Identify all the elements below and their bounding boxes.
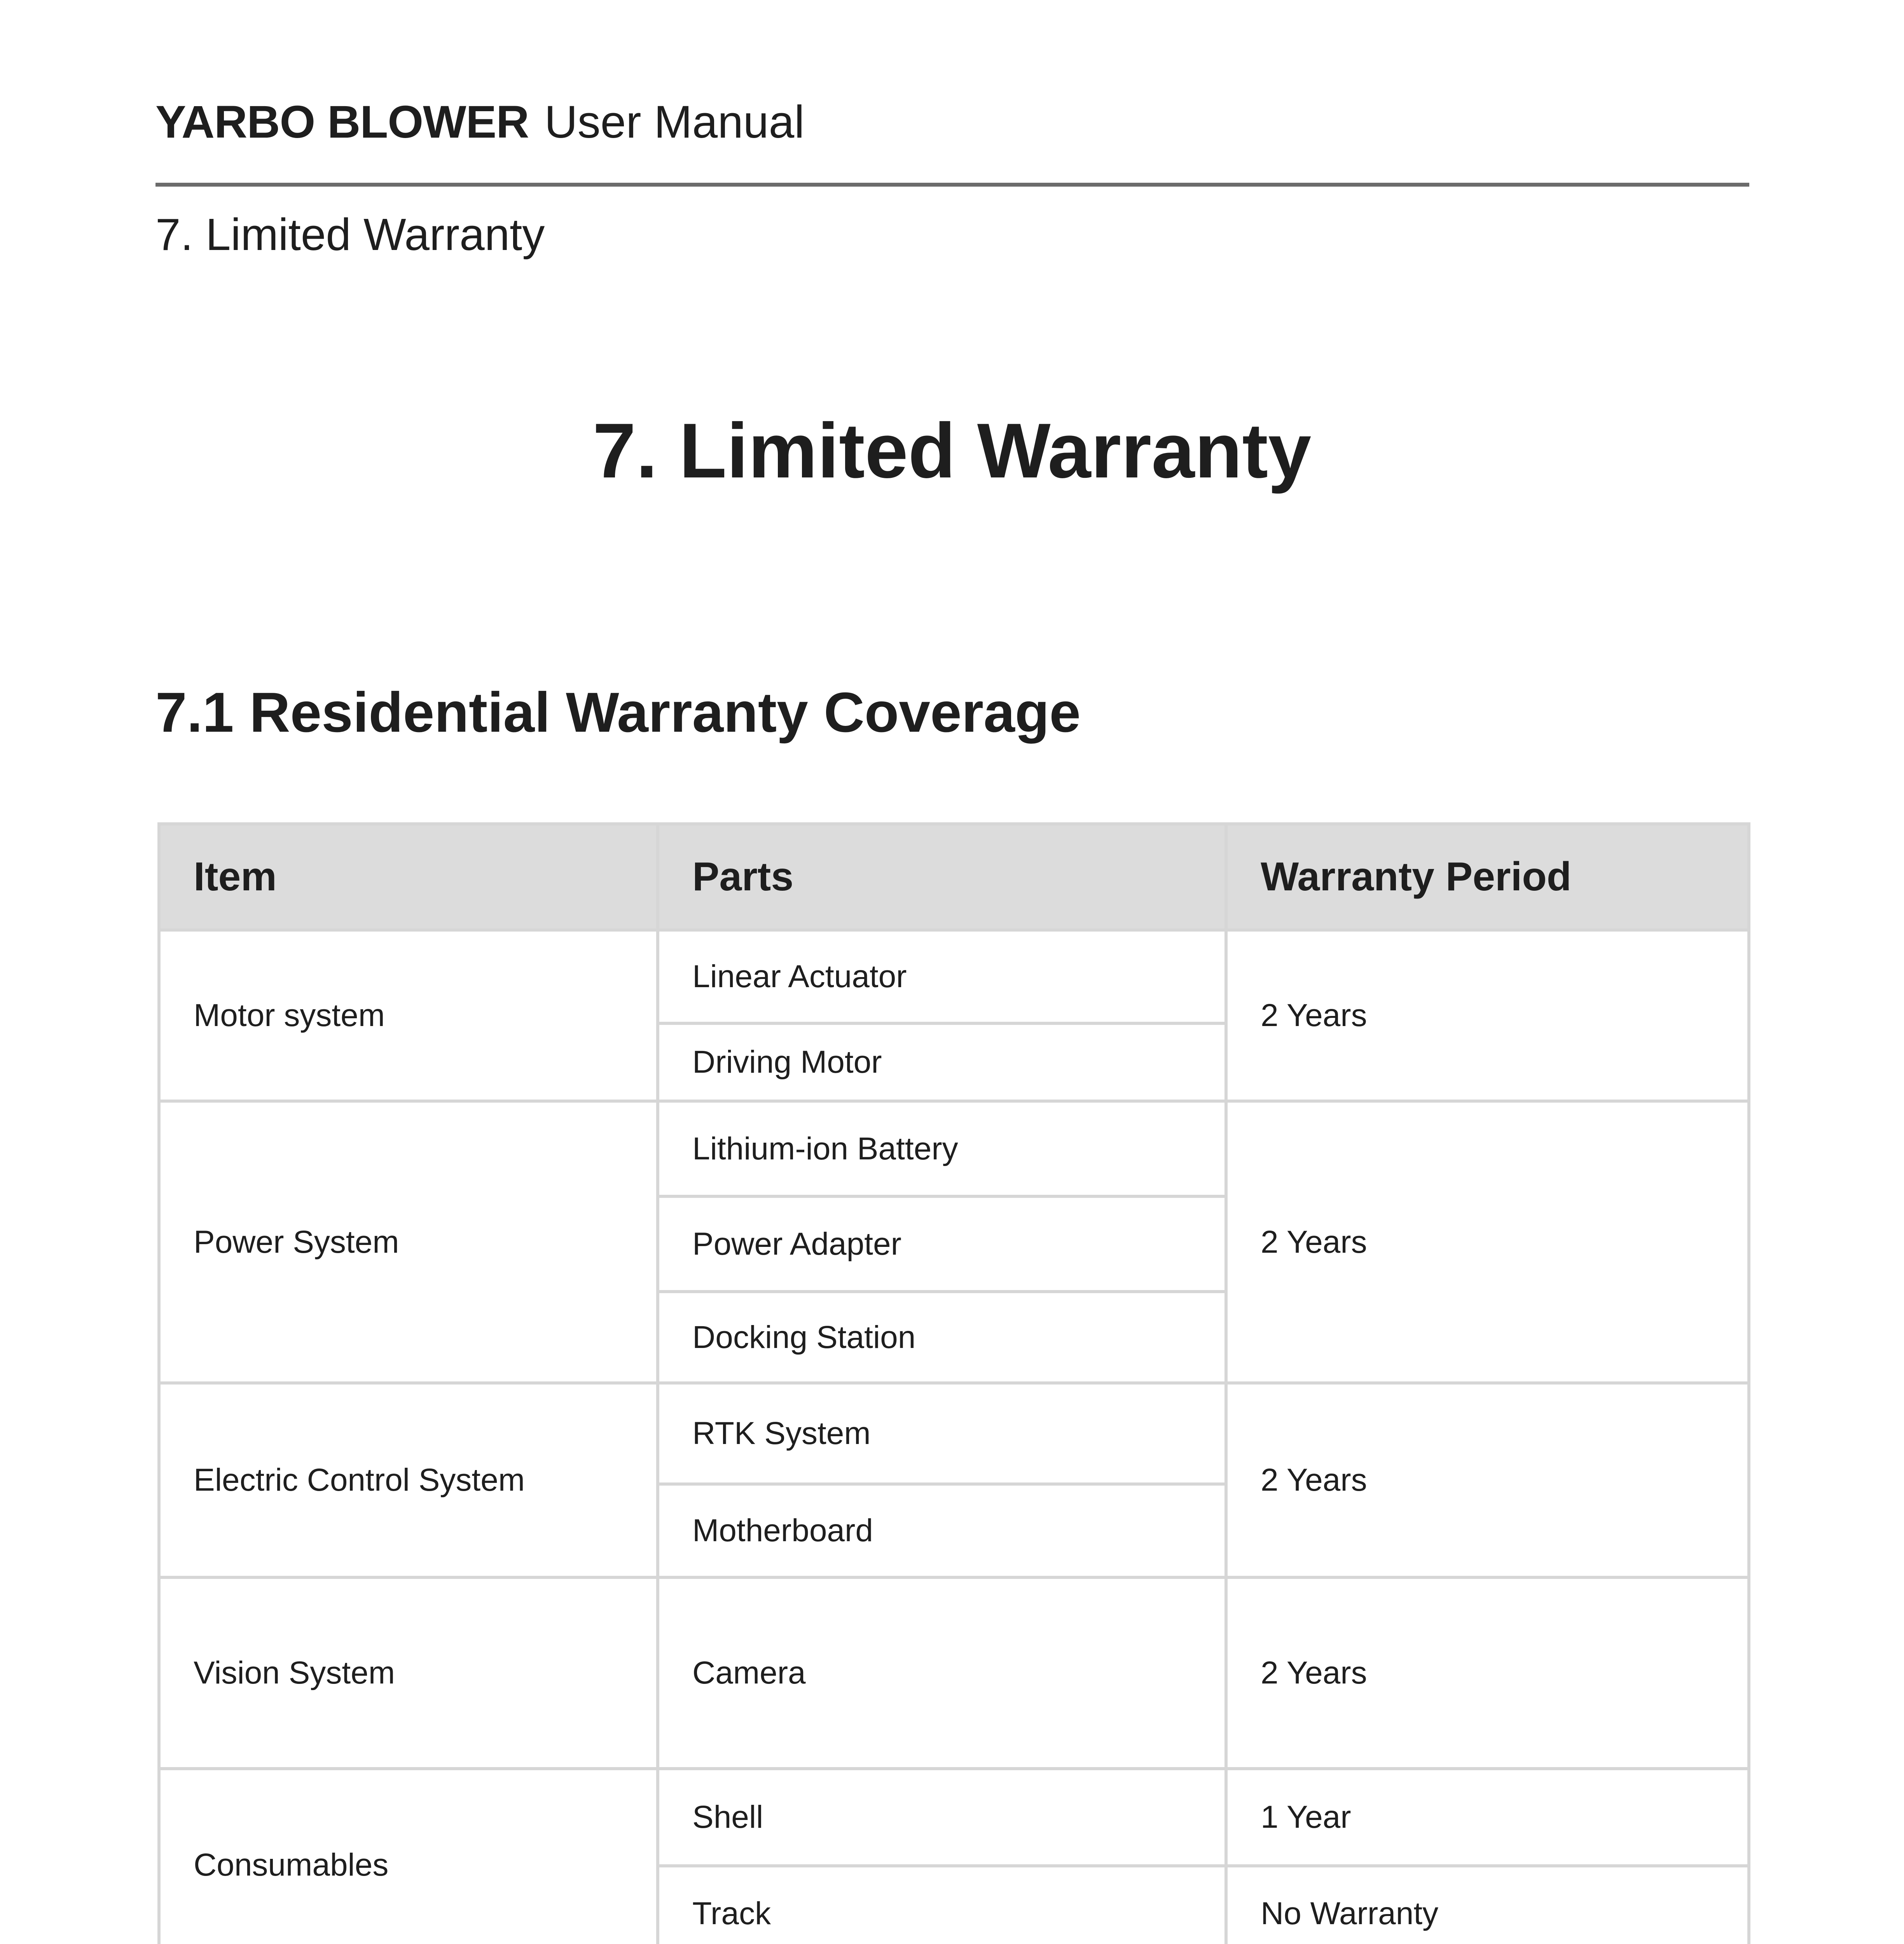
parts-cell: Track bbox=[658, 1866, 1226, 1944]
period-cell: 1 Year bbox=[1226, 1769, 1749, 1866]
parts-cell: Driving Motor bbox=[658, 1023, 1226, 1101]
table-header-row bbox=[159, 824, 1749, 930]
warranty-table bbox=[157, 822, 1750, 1944]
parts-cell: Docking Station bbox=[658, 1292, 1226, 1383]
parts-cell: Linear Actuator bbox=[658, 930, 1226, 1023]
item-cell: Motor system bbox=[159, 930, 658, 1101]
parts-cell: Lithium-ion Battery bbox=[658, 1101, 1226, 1196]
parts-cell: Shell bbox=[658, 1769, 1226, 1866]
period-cell: 2 Years bbox=[1226, 1101, 1749, 1383]
table-row bbox=[159, 930, 1749, 1023]
manual-subtitle: User Manual bbox=[544, 96, 805, 148]
parts-cell: Motherboard bbox=[658, 1484, 1226, 1577]
chapter-title: 7. Limited Warranty bbox=[592, 407, 1312, 494]
table-row bbox=[159, 1577, 1749, 1769]
item-cell: Vision System bbox=[159, 1577, 658, 1769]
header-brand bbox=[155, 96, 805, 148]
item-cell: Consumables bbox=[159, 1769, 658, 1944]
parts-cell: Power Adapter bbox=[658, 1196, 1226, 1292]
table-row bbox=[159, 1769, 1749, 1866]
brand-name: YARBO BLOWER bbox=[155, 96, 529, 148]
table-row bbox=[159, 1101, 1749, 1196]
table-row bbox=[159, 1383, 1749, 1484]
header-divider bbox=[155, 183, 1749, 187]
period-cell: 2 Years bbox=[1226, 930, 1749, 1101]
item-cell: Power System bbox=[159, 1101, 658, 1383]
header-warranty-period: Warranty Period bbox=[1226, 824, 1749, 930]
header-parts: Parts bbox=[658, 824, 1226, 930]
item-cell: Electric Control System bbox=[159, 1383, 658, 1577]
period-cell: No Warranty bbox=[1226, 1866, 1749, 1944]
parts-cell: Camera bbox=[658, 1577, 1226, 1769]
period-cell: 2 Years bbox=[1226, 1383, 1749, 1577]
period-cell: 2 Years bbox=[1226, 1577, 1749, 1769]
breadcrumb: 7. Limited Warranty bbox=[155, 209, 545, 260]
section-title: 7.1 Residential Warranty Coverage bbox=[155, 681, 1081, 744]
parts-cell: RTK System bbox=[658, 1383, 1226, 1484]
header-item: Item bbox=[159, 824, 658, 930]
